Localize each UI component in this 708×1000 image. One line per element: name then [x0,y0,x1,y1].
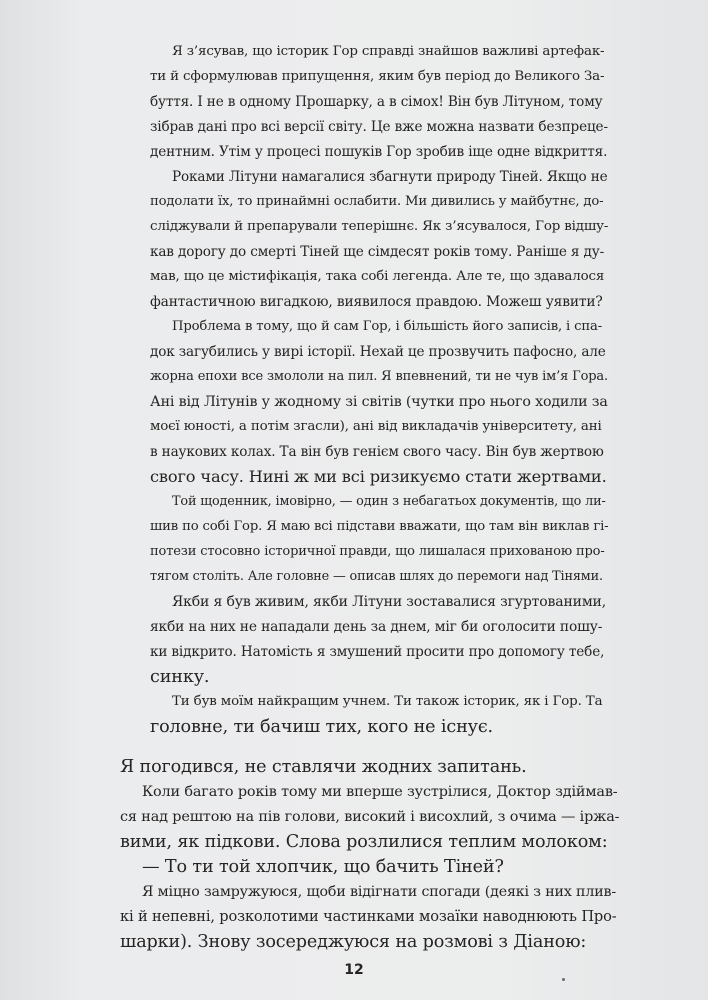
page-number: 12 [344,962,364,978]
text-line: Проблема в тому, що й сам Гор, і більшість його записів, і спа- [172,319,603,334]
text-line: Я погодився, не ставлячи жодних запитань. [120,757,527,777]
text-line: кі й непевні, розколотими частинками мозаїки наводнюють Про- [120,908,617,925]
text-line: ки відкрито. Натомість я змушений просити про допомогу тебе, [150,644,605,660]
text-line: Коли багато років тому ми вперше зустрілися, Доктор здіймав- [142,784,618,800]
text-line: док загубились у вирі історії. Нехай це прозвучить пафосно, але [150,344,606,360]
text-line: жорна епохи все змололи на пил. Я впевнений, ти не чув ім’я Гора. [150,369,609,384]
text-line: зібрав дані про всі версії світу. Це вже можна назвати безпреце- [150,119,608,135]
text-line: шив по собі Гор. Я маю всі підстави вважати, що там він виклав гі- [150,519,609,534]
text-line: кав дорогу до смерті Тіней ще сімдесят років тому. Раніше я ду- [150,244,605,260]
text-line: Той щоденник, імовірно, — один з небагатьох документів, що ли- [172,494,606,509]
text-line: ти й сформулював припущення, яким був період до Великого За- [150,69,605,84]
text-line: Ти був моїм найкращим учнем. Ти також історик, як і Гор. Та [172,694,603,709]
text-line: Я міцно замружуюся, щоби відігнати спогади (деякі з них плив- [142,884,616,900]
text-line: ся над рештою на пів голови, високий і висохлий, з очима — іржа- [120,809,620,825]
text-line: в наукових колах. Та він був генієм свого часу. Він був жертвою [150,444,604,460]
text-line: головне, ти бачиш тих, кого не існує. [150,717,493,737]
text-line: потези стосовно історичної правди, що лишалася прихованою про- [150,544,605,559]
text-line: Ані від Літунів у жодному зі світів (чутки про нього ходили за [150,394,608,410]
text-line: мав, що це містифікація, така собі легенда. Але те, що здавалося [150,269,605,284]
text-line: фантастичною вигадкою, виявилося правдою. Можеш уявити? [150,294,603,310]
text-line: Я з’ясував, що історик Гор справді знайшов важливі артефак- [172,44,605,59]
text-line: якби на них не нападали день за днем, міг би оголосити пошу- [150,619,603,635]
text-line: буття. І не в одному Прошарку, а в сімох! Він був Літуном, тому [150,94,603,110]
text-line: дентним. Утім у процесі пошуків Гор зробив іще одне відкриття. [150,144,608,160]
text-line: Роками Літуни намагалися збагнути природу Тіней. Якщо не [172,169,608,185]
text-line: подолати їх, то принаймні ослабити. Ми дивились у майбутнє, до- [150,194,604,209]
text-line: синку. [150,667,210,687]
text-line: сліджували й препарували теперішнє. Як з’ясувалося, Гор відшу- [150,219,609,234]
text-line: вими, як підкови. Слова розлилися теплим молоком: [120,832,608,852]
text-line: тягом століть. Але головне — описав шлях до перемоги над Тінями. [150,569,603,584]
text-line: — То ти той хлопчик, що бачить Тіней? [142,857,504,877]
text-line: Якби я був живим, якби Літуни зоставалися згуртованими, [172,594,607,610]
text-line: шарки). Знову зосереджуюся на розмові з Діаною: [120,932,587,952]
text-line: моєї юності, а потім згасли), ані від викладачів університету, ані [150,419,602,434]
text-line: свого часу. Нині ж ми всі ризикуємо стати жертвами. [150,467,607,486]
print-speck [562,978,565,981]
